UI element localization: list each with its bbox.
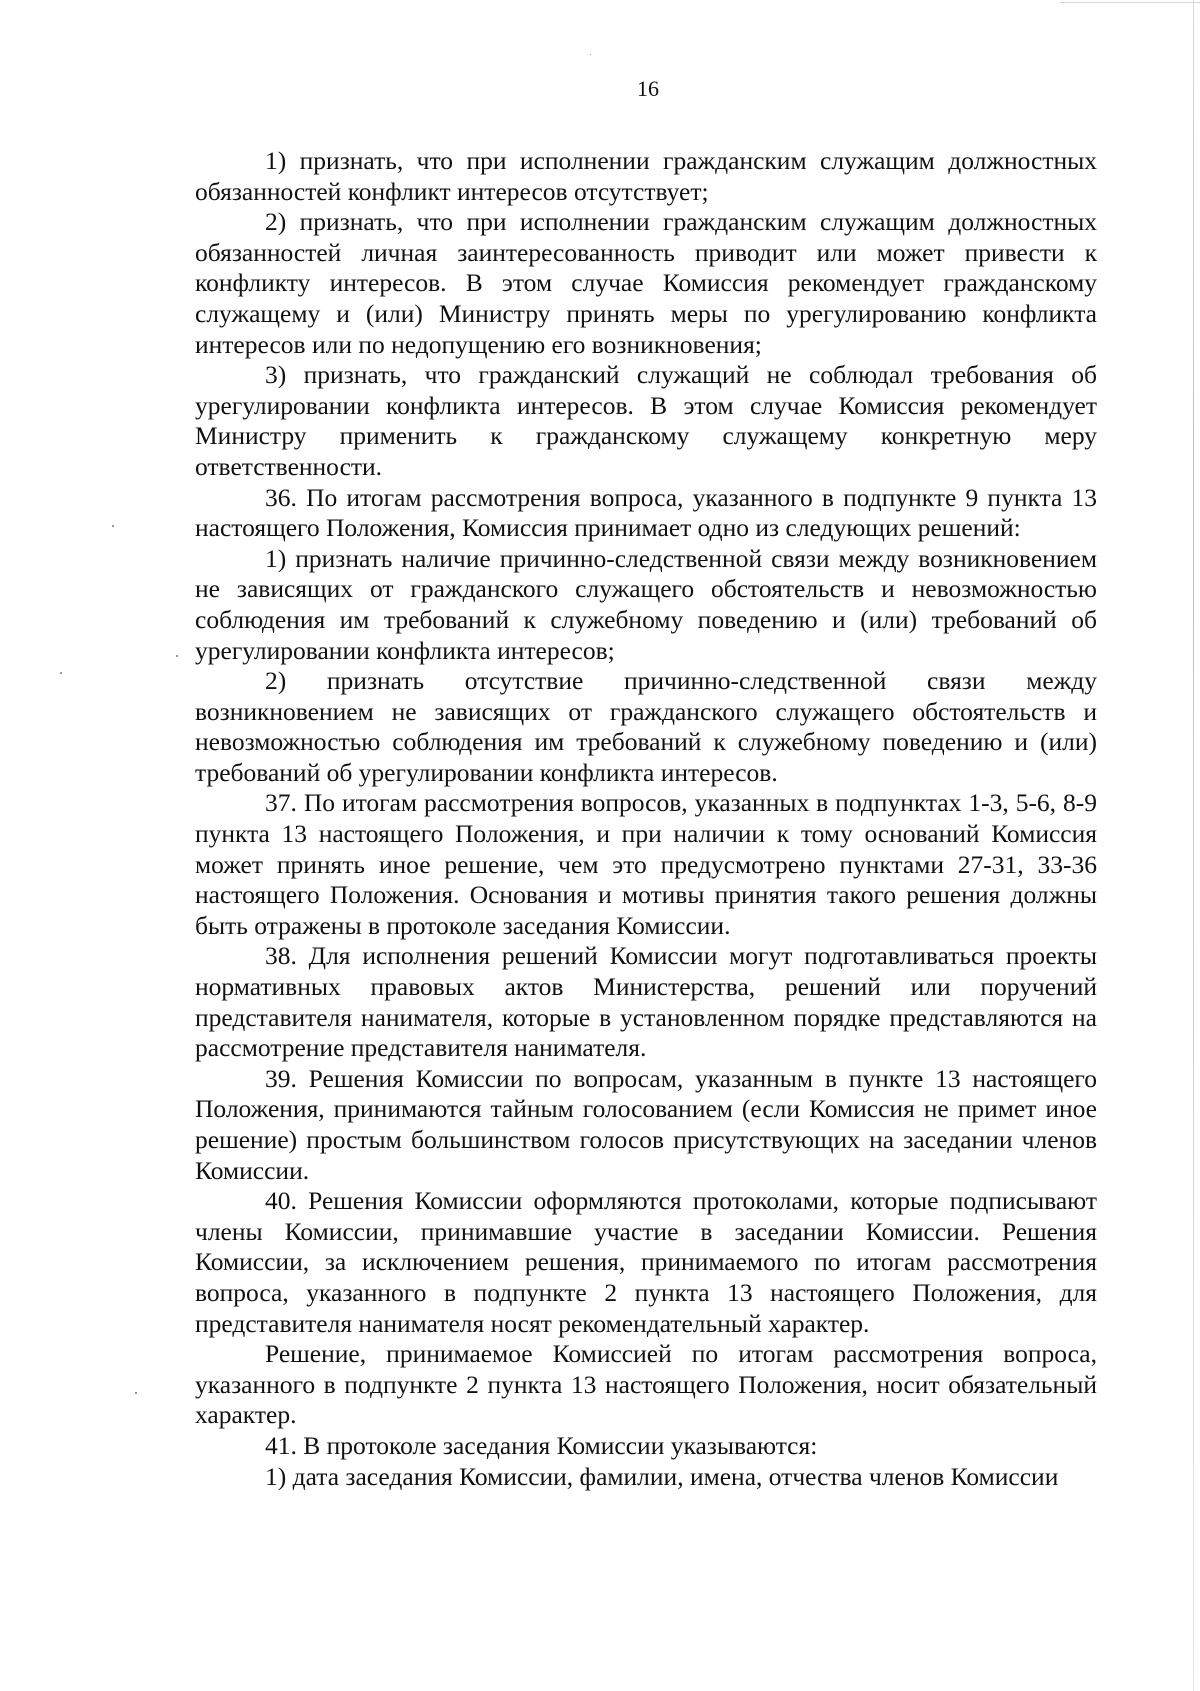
paragraph: 3) признать, что гражданский служащий не соблюдал требования об урегулировании конфликта интересов. В этом случае Комиссия рекомендует Министру применить к гражданскому служащему конкретную меру ответственности. (195, 360, 1097, 481)
paragraph: 37. По итогам рассмотрения вопросов, указанных в подпунктах 1-3, 5-6, 8-9 пункта 13 настоящего Положения, и при наличии к тому оснований Комиссия может принять иное решение, чем это предусмотрено пунктами 27-31, 33-36 настоящего Положения. Основания и мотивы принятия такого решения должны быть отражены в протоколе заседания Комиссии. (195, 788, 1097, 940)
paragraph: 1) дата заседания Комиссии, фамилии, имена, отчества членов Комиссии (265, 1461, 1059, 1491)
paragraph: 39. Решения Комиссии по вопросам, указанным в пункте 13 настоящего Положения, принимаются тайным голосованием (если Комиссия не примет иное решение) простым большинством голосов присутствующих на заседании членов Комиссии. (195, 1063, 1097, 1185)
paragraph: 2) признать, что при исполнении гражданским служащим должностных обязанностей личная заинтересованность приводит или может привести к конфликту интересов. В этом случае Комиссия рекомендует гражданскому служащему и (или) Министру принять меры по урегулированию конфликта интересов или по недопущению его возникновения; (195, 207, 1097, 359)
paragraph: Решение, принимаемое Комиссией по итогам рассмотрения вопроса, указанного в подпункте 2 пункта 13 настоящего Положения, носит обязательный характер. (195, 1339, 1097, 1430)
paragraph: 2) признать отсутствие причинно-следственной связи между возникновением не зависящих от гражданского служащего обстоятельств и невозможностью соблюдения им требований к служебному поведению и (или) требований об урегулировании конфликта интересов. (195, 666, 1097, 787)
scan-speck (60, 672, 62, 674)
paragraph: 38. Для исполнения решений Комиссии могут подготавливаться проекты нормативных правовых актов Министерства, решений или поручений представителя нанимателя, которые в установленном порядке представляются на рассмотрение представителя нанимателя. (195, 941, 1097, 1063)
paragraph: 41. В протоколе заседания Комиссии указываются: (265, 1430, 818, 1460)
scan-edge-top (1060, 2, 1200, 3)
scan-speck (176, 655, 178, 657)
document-body (195, 146, 1097, 1492)
paragraph: 40. Решения Комиссии оформляются протоколами, которые подписывают члены Комиссии, принимавшие участие в заседании Комиссии. Решения Комиссии, за исключением решения, принимаемого по итогам рассмотрения вопроса, указанного в подпункте 2 пункта 13 настоящего Положения, для представителя нанимателя носят рекомендательный характер. (195, 1186, 1097, 1338)
paragraph: 1) признать наличие причинно-следственной связи между возникновением не зависящих от гражданского служащего обстоятельств и невозможностью соблюдения им требований к служебному поведению и (или) требований об урегулировании конфликта интересов; (195, 543, 1097, 665)
scan-speck (135, 1392, 137, 1394)
paragraph: 1) признать, что при исполнении гражданским служащим должностных обязанностей конфликт интересов отсутствует; (195, 146, 1097, 206)
paragraph: 36. По итогам рассмотрения вопроса, указанного в подпункте 9 пункта 13 настоящего Положения, Комиссия принимает одно из следующих решений: (195, 482, 1097, 543)
scan-speck (112, 525, 114, 527)
scan-edge (1193, 0, 1194, 1691)
scan-speck (590, 54, 591, 55)
page-number: 16 (637, 76, 659, 101)
